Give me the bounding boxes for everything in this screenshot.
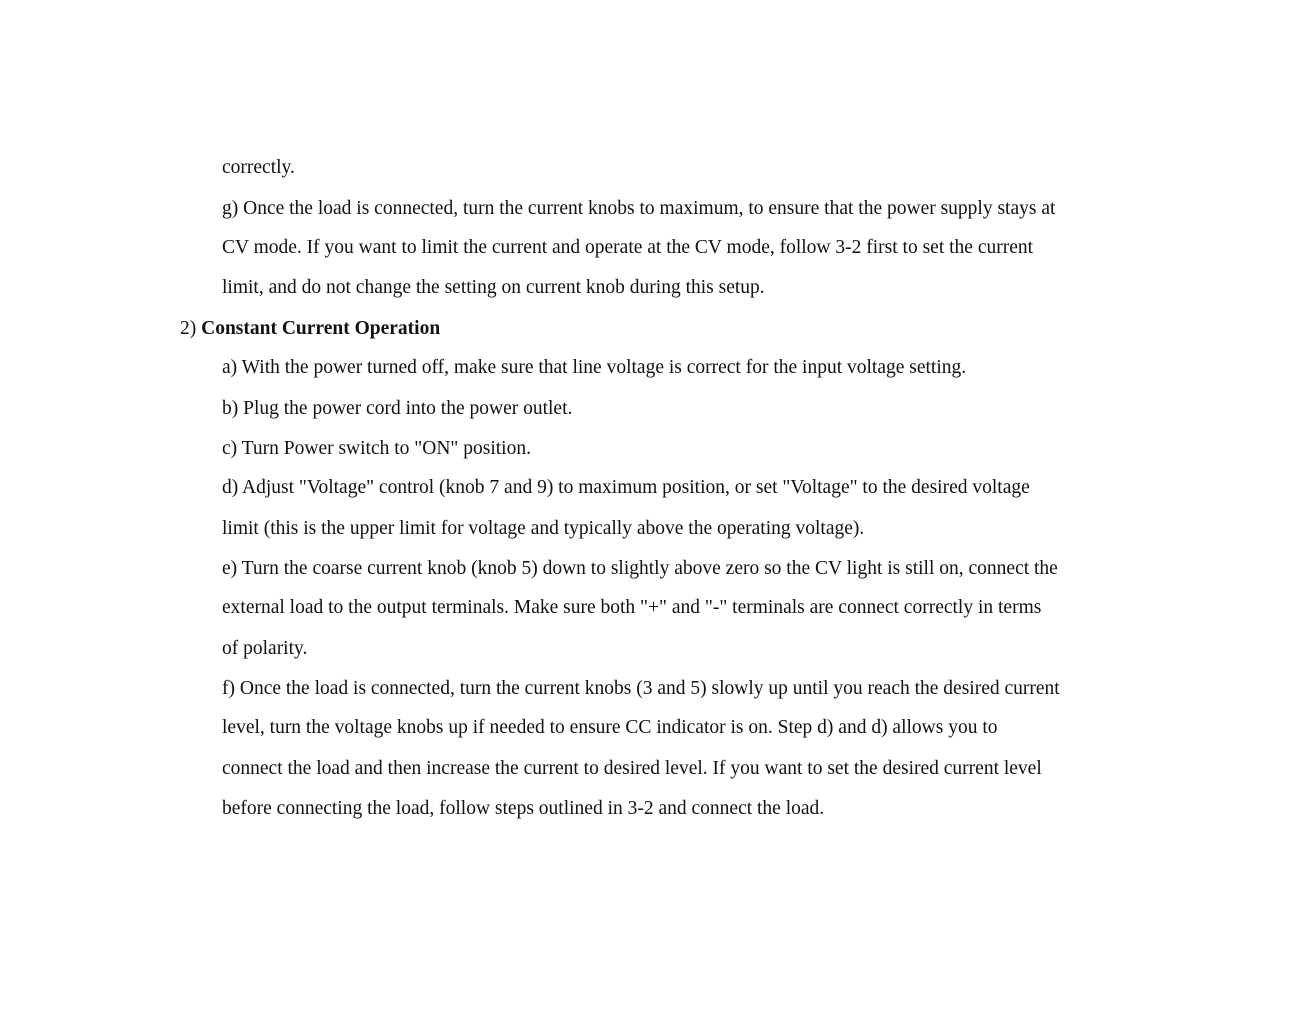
step-e-line-2: external load to the output terminals. Make sure both "+" and "-" terminals are connect correctly in terms bbox=[222, 597, 1042, 618]
section-title: Constant Current Operation bbox=[201, 318, 441, 339]
step-d-line-2: limit (this is the upper limit for voltage and typically above the operating voltage). bbox=[222, 518, 865, 539]
step-d-line-1: d) Adjust "Voltage" control (knob 7 and 9) to maximum position, or set "Voltage" to the desired voltage bbox=[222, 477, 1030, 498]
section-number: 2) bbox=[180, 318, 197, 339]
step-c-text: c) Turn Power switch to "ON" position. bbox=[222, 438, 531, 459]
step-a-text: a) With the power turned off, make sure that line voltage is correct for the input voltage setting. bbox=[222, 357, 967, 378]
step-b-text: b) Plug the power cord into the power outlet. bbox=[222, 398, 573, 419]
step-f-line-4: before connecting the load, follow steps outlined in 3-2 and connect the load. bbox=[222, 798, 825, 819]
step-e-line-1: e) Turn the coarse current knob (knob 5) down to slightly above zero so the CV light is still on, connect the bbox=[222, 558, 1058, 579]
section-heading bbox=[180, 317, 440, 341]
step-f-line-3: connect the load and then increase the current to desired level. If you want to set the desired current level bbox=[222, 758, 1042, 779]
step-g-line-2: CV mode. If you want to limit the current and operate at the CV mode, follow 3-2 first to set the current bbox=[222, 237, 1034, 258]
step-e-line-3: of polarity. bbox=[222, 638, 308, 659]
step-f-line-1: f) Once the load is connected, turn the current knobs (3 and 5) slowly up until you reach the desired current bbox=[222, 678, 1060, 699]
step-g-line-3: limit, and do not change the setting on current knob during this setup. bbox=[222, 277, 765, 298]
step-g-line-1: g) Once the load is connected, turn the current knobs to maximum, to ensure that the power supply stays at bbox=[222, 198, 1056, 219]
step-f-line-2: level, turn the voltage knobs up if needed to ensure CC indicator is on. Step d) and d) allows you to bbox=[222, 717, 998, 738]
step-f-tail-text: correctly. bbox=[222, 157, 295, 178]
